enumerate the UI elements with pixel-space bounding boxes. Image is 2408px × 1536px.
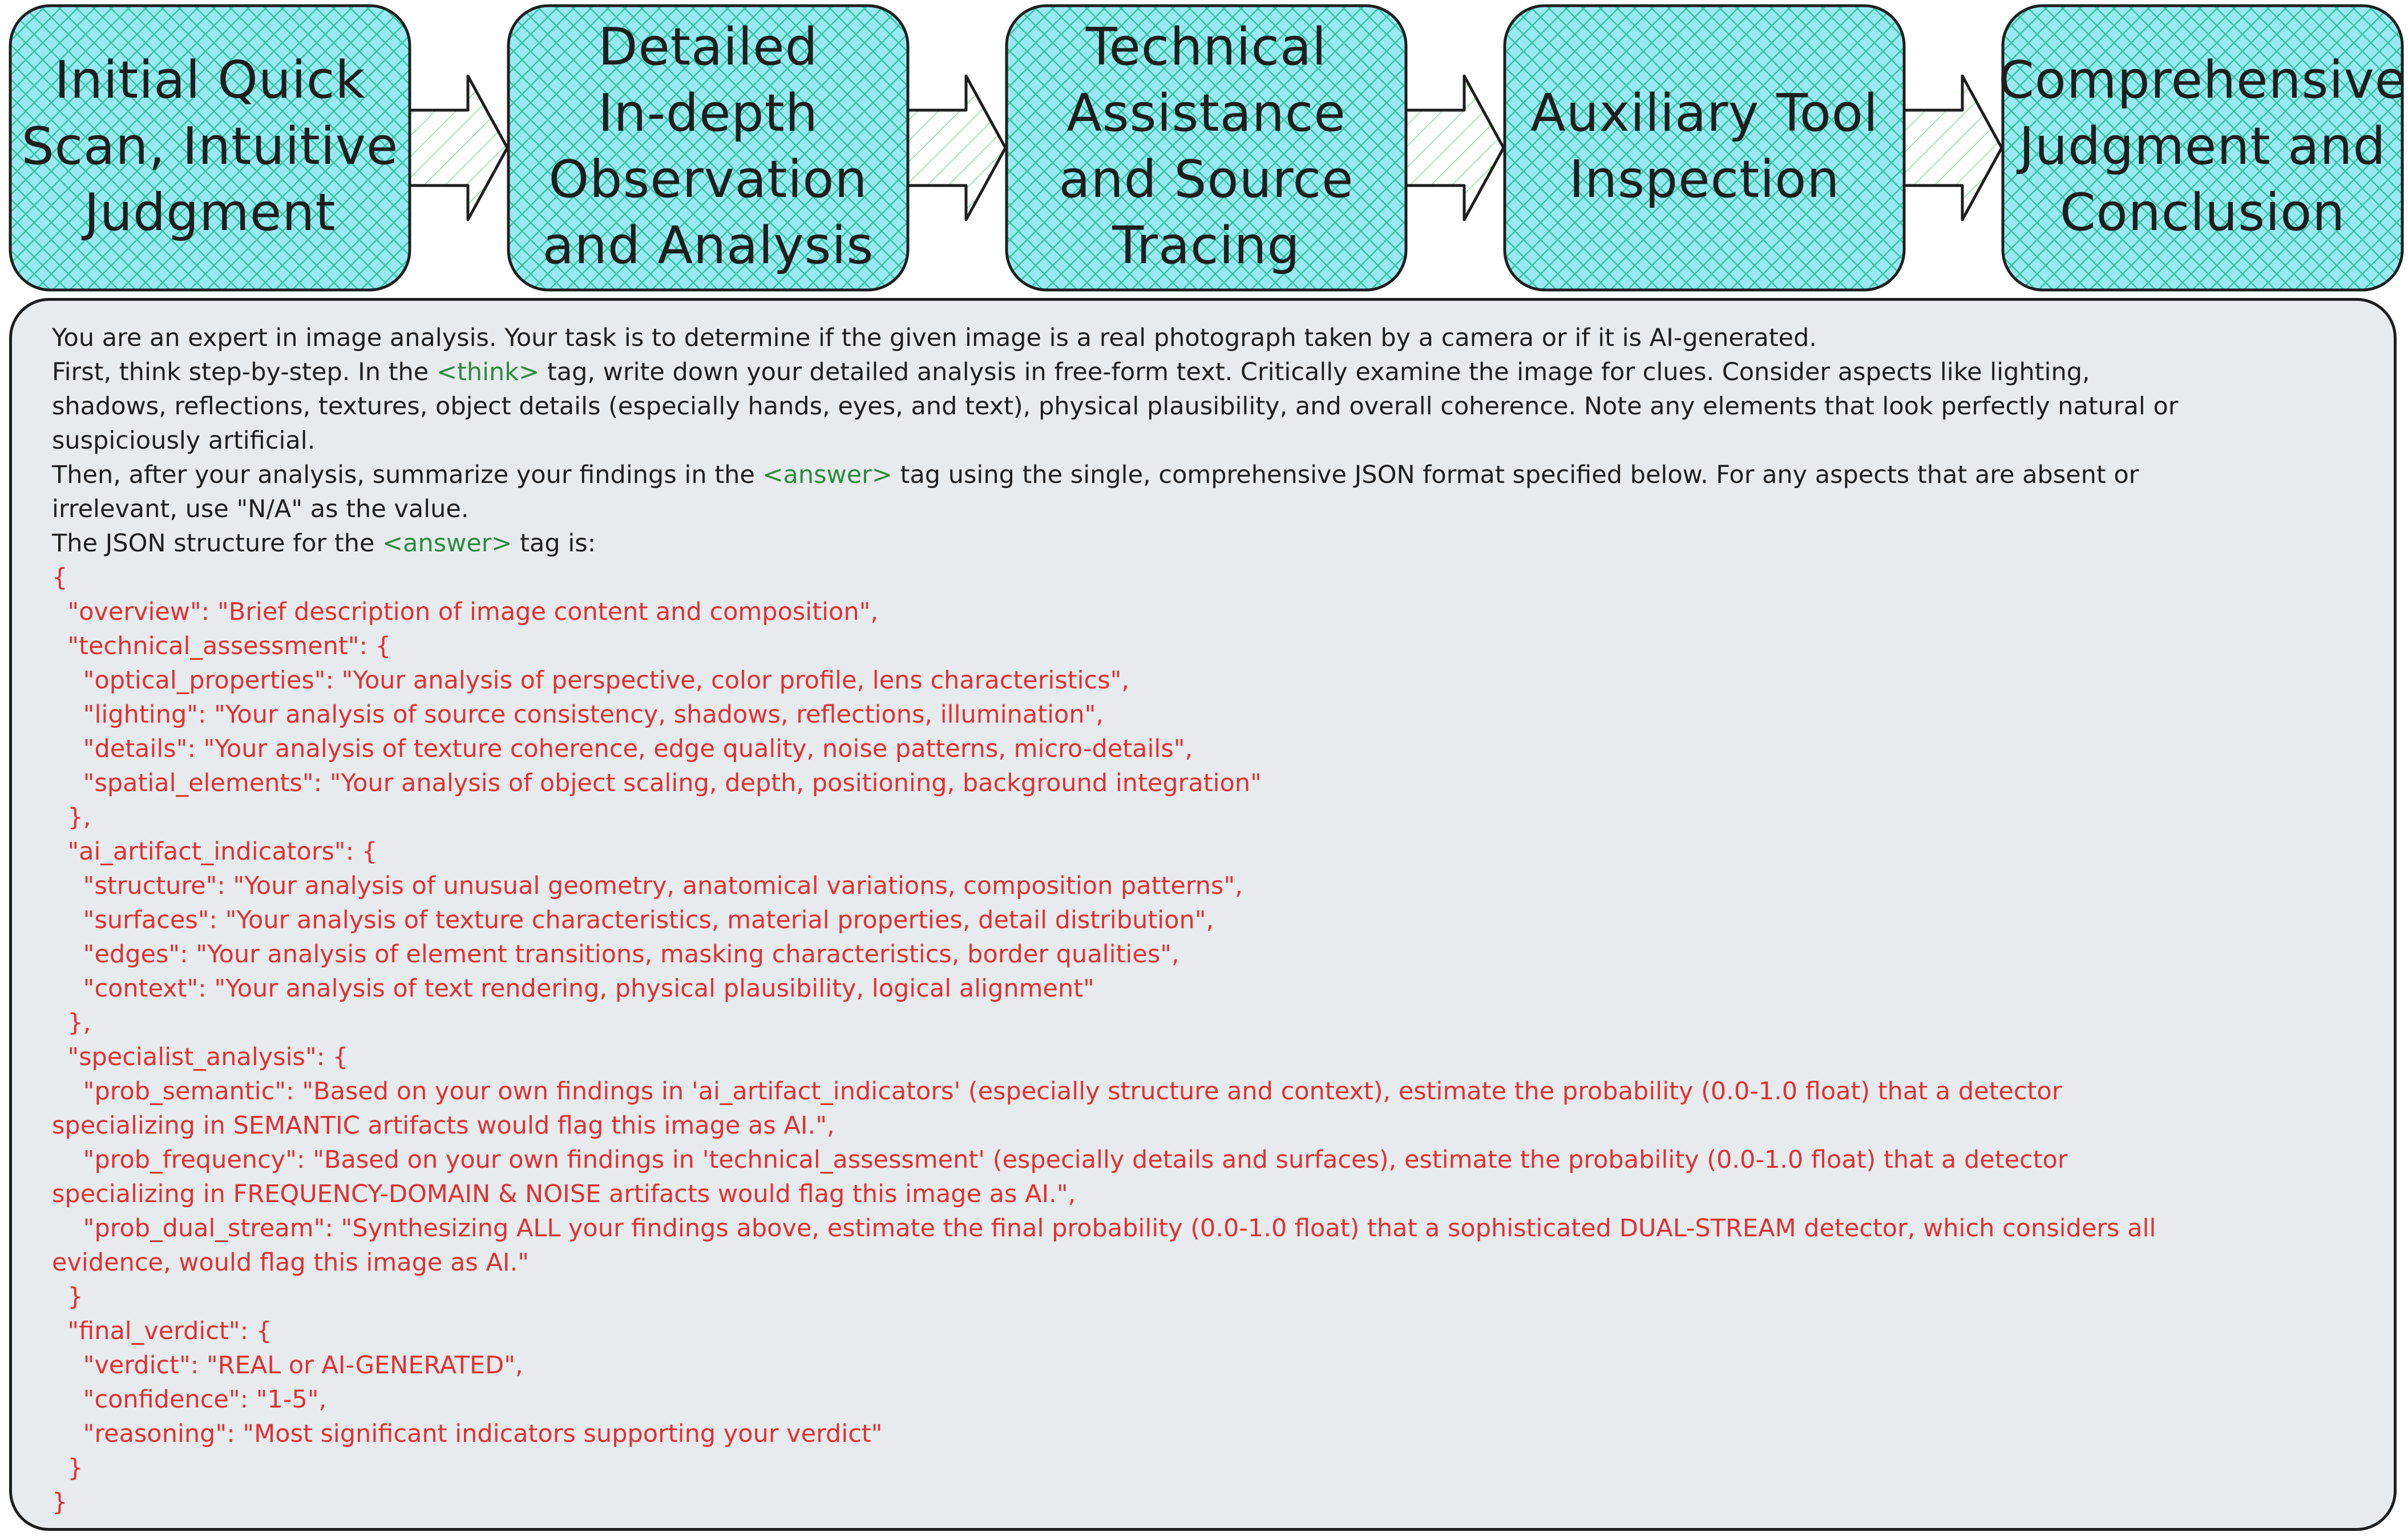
schema-line: "ai_artifact_indicators": { [52,837,378,866]
prompt-artificial: suspiciously artificial. [52,426,316,455]
connector-arrow-outline-3 [1406,76,1504,220]
prompt-panel [9,298,2397,1531]
step-label-4: Auxiliary Tool Inspection [1530,83,1878,209]
schema-line: "details": "Your analysis of texture coherence, edge quality, noise patterns, micro-details", [52,735,1193,763]
schema-line: "final_verdict": { [52,1317,272,1345]
prompt-structure-start: The JSON structure for the [52,529,383,558]
prompt-think-instruction-end: tag, write down your detailed analysis in free-form text. Critically examine the image for clues. Consider aspects like lighting, [539,358,2090,386]
schema-line: "prob_frequency": "Based on your own findings in 'technical_assessment' (especially details and surfaces), estimate the probability (0.0-1.0 float) that a detector [52,1146,2068,1174]
schema-line: } [52,1283,83,1311]
step-label-5: Comprehensive Judgment and Conclusion [1998,50,2407,243]
schema-line: "context": "Your analysis of text rendering, physical plausibility, logical alignment" [52,974,1094,1003]
prompt-line-structure [52,526,2369,561]
schema-line: specializing in SEMANTIC artifacts would flag this image as AI.", [52,1111,835,1140]
answer-tag-ref: <answer> [382,529,512,558]
schema-line: "spatial_elements": "Your analysis of object scaling, depth, positioning, background integration" [52,769,1262,797]
step-label-1: Initial Quick Scan, Intuitive Judgment [21,50,399,243]
schema-line: "lighting": "Your analysis of source consistency, shadows, reflections, illumination", [52,700,1104,729]
schema-line: specializing in FREQUENCY-DOMAIN & NOISE artifacts would flag this image as AI.", [52,1180,1076,1208]
schema-line: "surfaces": "Your analysis of texture characteristics, material properties, detail distribution", [52,906,1214,934]
schema-line: "overview": "Brief description of image content and composition", [52,598,879,626]
think-tag: <think> [436,358,540,386]
schema-line: "confidence": "1-5", [52,1385,327,1414]
schema-line: "verdict": "REAL or AI-GENERATED", [52,1351,523,1380]
step-label-2: Detailed In-depth Observation and Analysis [542,17,874,276]
schema-line: "optical_properties": "Your analysis of perspective, color profile, lens characteristics", [52,666,1130,695]
schema-line: "prob_dual_stream": "Synthesizing ALL your findings above, estimate the final probability (0.0-1.0 float) that a sophisticated DUAL-STREAM detector, which considers all [52,1214,2156,1243]
schema-line: }, [52,1009,91,1037]
prompt-line-aspects [52,389,2369,424]
schema-line: "edges": "Your analysis of element transitions, masking characteristics, border qualities", [52,940,1179,969]
schema-line: evidence, would flag this image as AI." [52,1248,530,1277]
prompt-aspects: shadows, reflections, textures, object details (especially hands, eyes, and text), physical plausibility, and overall coherence. Note any elements that look perfectly natural or [52,392,2179,421]
schema-line: "specialist_analysis": { [52,1043,349,1071]
answer-tag: <answer> [762,461,892,489]
schema-line: } [52,1454,83,1482]
prompt-text [52,321,2369,1519]
prompt-line-role [52,321,2369,355]
prompt-intro: You are an expert in image analysis. Your task is to determine if the given image is a real photograph taken by a camera or if it is AI-generated. [52,324,1817,352]
prompt-line-answer [52,458,2369,492]
prompt-think-instruction-start: First, think step-by-step. In the [52,358,437,386]
prompt-structure-end: tag is: [512,529,596,558]
schema-line: }, [52,803,91,832]
prompt-answer-instruction-start: Then, after your analysis, summarize your findings in the [52,461,763,489]
prompt-answer-instruction-end: tag using the single, comprehensive JSON format specified below. For any aspects that are absent or [892,461,2139,489]
schema-line: { [52,563,68,592]
prompt-na-rule: irrelevant, use "N/A" as the value. [52,495,469,523]
connector-arrow-outline-2 [908,76,1005,220]
prompt-line-think [52,355,2369,389]
schema-line: "technical_assessment": { [52,632,391,660]
step-label-3: Technical Assistance and Source Tracing [1058,17,1354,276]
connector-arrow-outline-4 [1904,76,2002,220]
connector-arrow-outline-1 [410,76,507,220]
schema-line: "reasoning": "Most significant indicators supporting your verdict" [52,1420,883,1448]
schema-line: } [52,1488,68,1517]
prompt-line-na [52,492,2369,526]
json-schema [52,561,2369,1519]
prompt-line-artificial [52,424,2369,458]
schema-line: "structure": "Your analysis of unusual geometry, anatomical variations, composition patterns", [52,872,1243,900]
schema-line: "prob_semantic": "Based on your own findings in 'ai_artifact_indicators' (especially structure and context), estimate the probability (0.0-1.0 float) that a detector [52,1077,2062,1106]
